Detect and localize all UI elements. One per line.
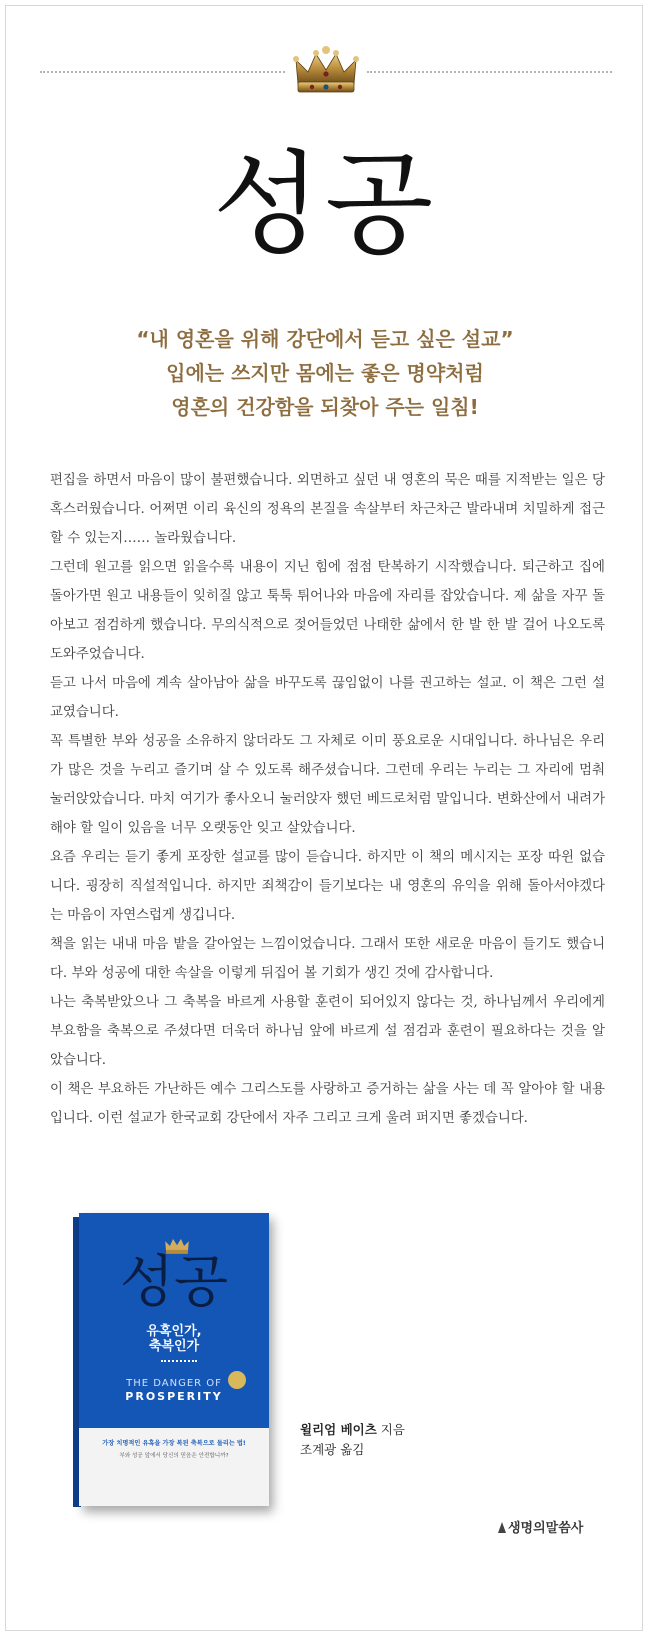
publisher-logo-icon bbox=[498, 1522, 506, 1533]
editor-note bbox=[50, 466, 605, 1133]
author-name: 윌리엄 베이츠 bbox=[300, 1422, 377, 1437]
dotted-rule-left bbox=[40, 71, 285, 73]
paragraph: 요즘 우리는 듣기 좋게 포장한 설교를 많이 듣습니다. 하지만 이 책의 메시지는 포장 따윈 없습니다. 굉장히 직설적입니다. 하지만 죄책감이 들기보다는 내 영혼의 유익을 위해 돌아서야겠다는 마음이 자연스럽게 생깁니다. bbox=[50, 850, 605, 923]
tagline-line: 영혼의 건강함을 되찾아 주는 일침! bbox=[171, 395, 479, 419]
book-english-title: THE DANGER OF bbox=[126, 1378, 222, 1389]
paragraph: 이 책은 부요하든 가난하든 예수 그리스도를 사랑하고 증거하는 삶을 사는 데 꼭 알아야 할 내용입니다. 이런 설교가 한국교회 강단에서 자주 그리고 크게 울려 퍼지면 좋겠습니다. bbox=[50, 1082, 605, 1126]
paragraph: 책을 읽는 내내 마음 밭을 갈아엎는 느낌이었습니다. 그래서 또한 새로운 마음이 들기도 했습니다. 부와 성공에 대한 속살을 이렇게 뒤집어 볼 기회가 생긴 것에 감사합니다. bbox=[50, 937, 605, 981]
publisher-name: 생명의말씀사 bbox=[508, 1521, 584, 1536]
paragraph: 꼭 특별한 부와 성공을 소유하지 않더라도 그 자체로 이미 풍요로운 시대입니다. 하나님은 우리가 많은 것을 누리고 즐기며 살 수 있도록 해주셨습니다. 그런데 우리는 누리는 그 자리에 멈춰 눌러앉았습니다. 마치 여기가 좋사오니 눌러앉자 했던 베드로처럼 말입니다. 변화산에서 내려가 해야 할 일이 있음을 너무 오랫동안 잊고 살았습니다. bbox=[50, 734, 605, 836]
dotted-rule-right bbox=[367, 71, 612, 73]
paragraph: 편집을 하면서 마음이 많이 불편했습니다. 외면하고 싶던 내 영혼의 묵은 때를 지적받는 일은 당혹스러웠습니다. 어쩌면 이리 육신의 정욕의 본질을 속살부터 차근차근 발라내며 치밀하게 접근할 수 있는지…… 놀라웠습니다. bbox=[50, 473, 605, 546]
book-subtitle-line: 유혹인가, bbox=[146, 1324, 202, 1339]
paragraph: 그런데 원고를 읽으면 읽을수록 내용이 지닌 힘에 점점 탄복하기 시작했습니다. 퇴근하고 집에 돌아가면 원고 내용들이 잊히질 않고 툭툭 튀어나와 마음에 자리를 잡았습니다. 제 삶을 자꾸 돌아보고 점검하게 했습니다. 무의식적으로 젖어들었던 나태한 삶에서 한 발 한 발 걸어 나오도록 도와주었습니다. bbox=[50, 560, 605, 662]
book-title: 성공 bbox=[119, 1250, 229, 1315]
book-front bbox=[79, 1213, 269, 1506]
tagline-line: 입에는 쓰지만 몸에는 좋은 명약처럼 bbox=[166, 361, 484, 385]
page-title: 성공 bbox=[212, 140, 438, 270]
publisher-logo bbox=[498, 1517, 583, 1536]
tagline bbox=[0, 322, 650, 424]
book-blurb: 가장 치명적인 유혹을 가장 복된 축복으로 돌리는 법! bbox=[102, 1440, 246, 1447]
book-bottom-band bbox=[79, 1428, 269, 1506]
book-blurb: 부와 성공 앞에서 당신의 믿음은 안전합니까? bbox=[119, 1453, 229, 1459]
paragraph: 나는 축복받았으나 그 축복을 바르게 사용할 훈련이 되어있지 않다는 것, 하나님께서 우리에게 부요함을 축복으로 주셨다면 더욱더 하나님 앞에 바르게 설 점검과 훈련이 필요하다는 것을 알았습니다. bbox=[50, 995, 605, 1068]
paragraph: 듣고 나서 마음에 계속 살아남아 삶을 바꾸도록 끊임없이 나를 권고하는 설교. 이 책은 그런 설교였습니다. bbox=[50, 676, 605, 720]
translator-line: 조계광 옮김 bbox=[300, 1442, 365, 1457]
tagline-line: “내 영혼을 위해 강단에서 듣고 싶은 설교” bbox=[136, 327, 514, 351]
author-line bbox=[300, 1420, 405, 1440]
book-dots bbox=[161, 1360, 197, 1362]
book-subtitle-line: 축복인가 bbox=[148, 1339, 200, 1354]
author-credits bbox=[300, 1420, 405, 1460]
book-subtitle bbox=[79, 1324, 269, 1354]
crown-icon bbox=[292, 44, 360, 100]
book-english-title: PROSPERITY bbox=[125, 1390, 223, 1403]
book-cover-image bbox=[79, 1213, 269, 1506]
author-suffix: 지음 bbox=[380, 1422, 405, 1437]
